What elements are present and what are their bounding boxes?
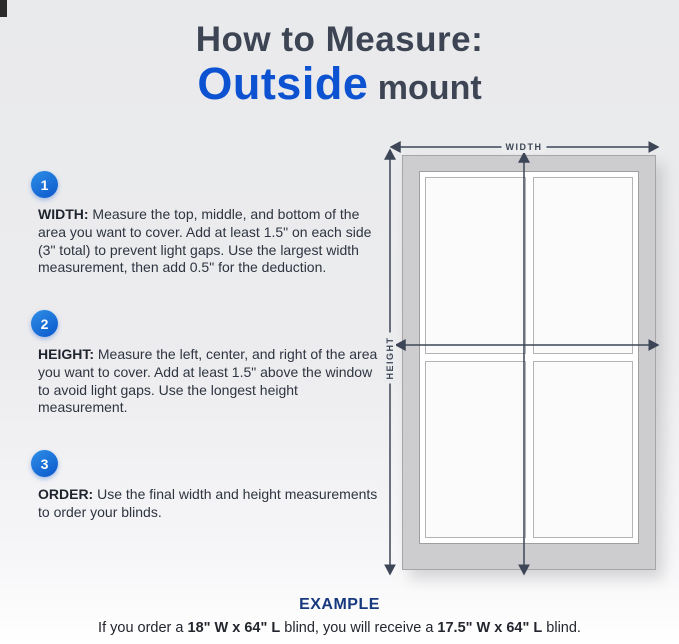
example-section: [0, 596, 679, 636]
step-1-text: [38, 206, 382, 277]
window-sash: [419, 171, 639, 544]
window-pane-top-left: [425, 177, 526, 354]
window-pane-bottom-left: [425, 361, 526, 538]
step-2-badge: 2: [31, 310, 58, 337]
title-suffix-mount: mount: [368, 69, 482, 107]
step-3-text: [38, 486, 382, 522]
example-ordered-size: 18" W x 64" L: [187, 620, 281, 636]
window-pane-top-right: [533, 177, 634, 354]
window-frame: [402, 155, 656, 570]
page-title: [0, 20, 679, 112]
title-line2: [0, 60, 679, 112]
step-2-label: HEIGHT:: [38, 346, 94, 362]
title-line1: How to Measure:: [195, 20, 484, 59]
step-3-badge: 3: [31, 450, 58, 477]
width-dimension-label: WIDTH: [502, 141, 547, 153]
step-1-body: Measure the top, middle, and bottom of the area you want to cover. Add at least 1.5" on each side (3" total) to prevent light gaps. Use the largest width measurement, then add 0.5" for the deduction.: [38, 206, 372, 276]
corner-artifact: [0, 0, 7, 17]
step-1-badge: 1: [31, 171, 58, 198]
example-prefix: If you order a: [98, 620, 188, 636]
title-accent-outside: Outside: [197, 58, 369, 109]
step-1-label: WIDTH:: [38, 206, 89, 222]
step-2-body: Measure the left, center, and right of the area you want to cover. Add at least 1.5" above the window to avoid light gaps. Use the longest height measurement.: [38, 346, 378, 416]
window-pane-bottom-right: [533, 361, 634, 538]
step-2-text: [38, 346, 382, 417]
step-3-label: ORDER:: [38, 486, 94, 502]
height-dimension-label: HEIGHT: [384, 332, 396, 383]
example-middle: blind, you will receive a: [280, 620, 438, 636]
step-3-body: Use the final width and height measurements to order your blinds.: [38, 486, 378, 520]
example-received-size: 17.5" W x 64" L: [437, 620, 543, 636]
example-heading: EXAMPLE: [299, 596, 380, 613]
window-diagram: [378, 130, 670, 590]
example-suffix: blind.: [542, 620, 581, 636]
example-sentence: [0, 620, 679, 636]
